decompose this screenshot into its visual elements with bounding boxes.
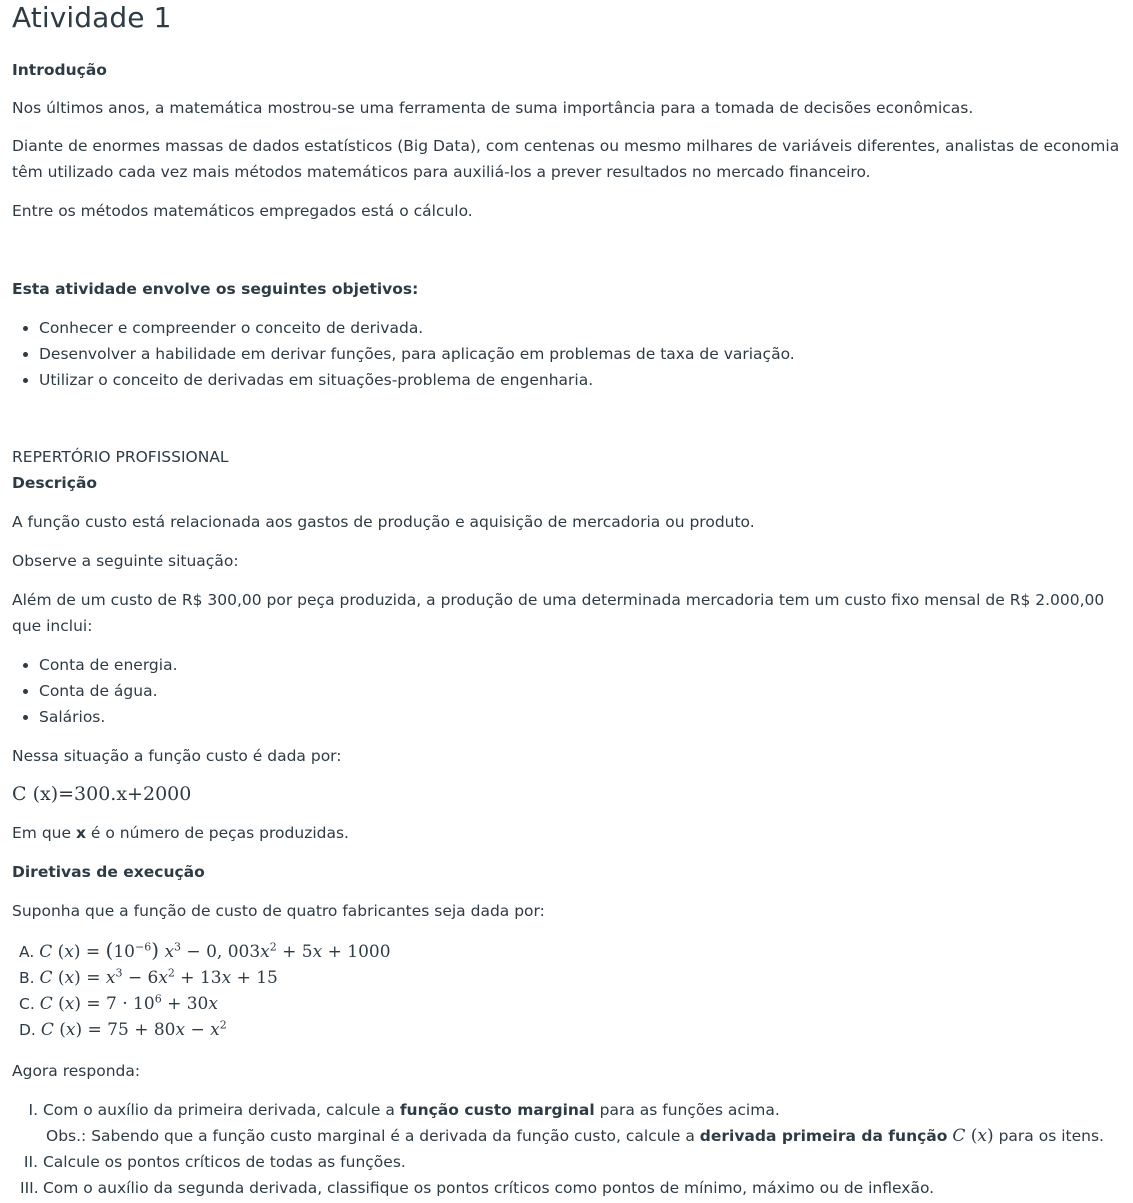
diretivas-heading: Diretivas de execução (12, 863, 205, 881)
function-a: A. C $(x) = (10^{-6}) x^3 - 0$, $003x^2 + 5x + 1000$ (19, 938, 391, 962)
fixed-cost-list (12, 652, 1121, 730)
descricao-heading: Descrição (12, 474, 98, 492)
intro-paragraph-2: Diante de enormes massas de dados estatísticos (Big Data), com centenas ou mesmo milhares de variáveis diferentes, analistas de economia têm utilizado cada vez mais métodos matemáticos para auxiliá-los a prever resultados no mercado financeiro. (12, 137, 1120, 181)
text-span: Em que (12, 824, 76, 842)
function-d: D. C $(x) = 75 + 80x - x^2$ (19, 1018, 227, 1040)
list-item: • Conhecer e compreender o conceito de derivada. (39, 315, 1121, 341)
question-number: I. (28, 1101, 38, 1119)
intro-heading: Introdução (12, 61, 107, 79)
variable-x: x (75, 824, 86, 842)
cost-formula: C (x)=300.x+2000 (12, 783, 192, 805)
list-item: • Salários. (39, 704, 1121, 730)
repertorio-heading: REPERTÓRIO PROFISSIONAL (12, 448, 229, 466)
list-item: • Conta de energia. (39, 652, 1121, 678)
text-span: Com o auxílio da segunda derivada, classifique os pontos críticos como pontos de mínimo, máximo ou de inflexão. (42, 1179, 935, 1197)
text-span: Com o auxílio da primeira derivada, calcule a (42, 1101, 400, 1119)
objectives-list (12, 315, 1121, 393)
function-c: C. C $(x) = 7 \cdot 10^6 + 30x$ (19, 992, 218, 1014)
text-span: para as funções acima. (594, 1101, 780, 1119)
question-number: II. (23, 1153, 38, 1171)
page-title: Atividade 1 (12, 1, 172, 34)
item-letter: A. (19, 943, 35, 961)
item-letter: B. (19, 969, 35, 987)
descricao-paragraph-3: Além de um custo de R$ 300,00 por peça produzida, a produção de uma determinada mercadoria tem um custo fixo mensal de R$ 2.000,00 que inclui: (12, 591, 1105, 635)
item-letter: C. (19, 995, 35, 1013)
list-item: • Utilizar o conceito de derivadas em situações-problema de engenharia. (39, 367, 1121, 393)
text-span: é o número de peças produzidas. (85, 824, 349, 842)
descricao-paragraph-5 (12, 820, 1121, 846)
diretivas-paragraph-1: Suponha que a função de custo de quatro fabricantes seja dada por: (12, 902, 545, 920)
question-1 (20, 1097, 1121, 1149)
descricao-paragraph-1: A função custo está relacionada aos gastos de produção e aquisição de mercadoria ou produto. (12, 513, 755, 531)
text-span: Obs.: Sabendo que a função custo marginal é a derivada da função custo, calcule a (46, 1127, 700, 1145)
question-number: III. (20, 1179, 39, 1197)
text-span: Calcule os pontos críticos de todas as funções. (42, 1153, 406, 1171)
text-span: para os itens. (993, 1127, 1104, 1145)
bold-term: função custo marginal (399, 1101, 595, 1119)
question-1-obs: Obs.: Sabendo que a função custo marginal é a derivada da função custo, calcule a derivada primeira da função C (x) para os itens. (46, 1126, 1104, 1146)
questions-list (12, 1097, 1121, 1201)
objectives-heading: Esta atividade envolve os seguintes objetivos: (12, 280, 419, 298)
question-3 (20, 1175, 1121, 1201)
descricao-paragraph-4: Nessa situação a função custo é dada por: (12, 747, 342, 765)
item-letter: D. (19, 1021, 36, 1039)
intro-paragraph-1: Nos últimos anos, a matemática mostrou-se uma ferramenta de suma importância para a tomada de decisões econômicas. (12, 99, 974, 117)
intro-paragraph-3: Entre os métodos matemáticos empregados está o cálculo. (12, 202, 473, 220)
question-2 (20, 1149, 1121, 1175)
function-b: B. C $(x) = x^3 - 6x^2 + 13x + 15$ (19, 966, 278, 988)
list-item: • Conta de água. (39, 678, 1121, 704)
diretivas-paragraph-2: Agora responda: (12, 1062, 141, 1080)
functions-list (12, 937, 1121, 1043)
descricao-paragraph-2: Observe a seguinte situação: (12, 552, 239, 570)
bold-term: derivada primeira da função (699, 1127, 948, 1145)
list-item: • Desenvolver a habilidade em derivar funções, para aplicação em problemas de taxa de variação. (39, 341, 1121, 367)
